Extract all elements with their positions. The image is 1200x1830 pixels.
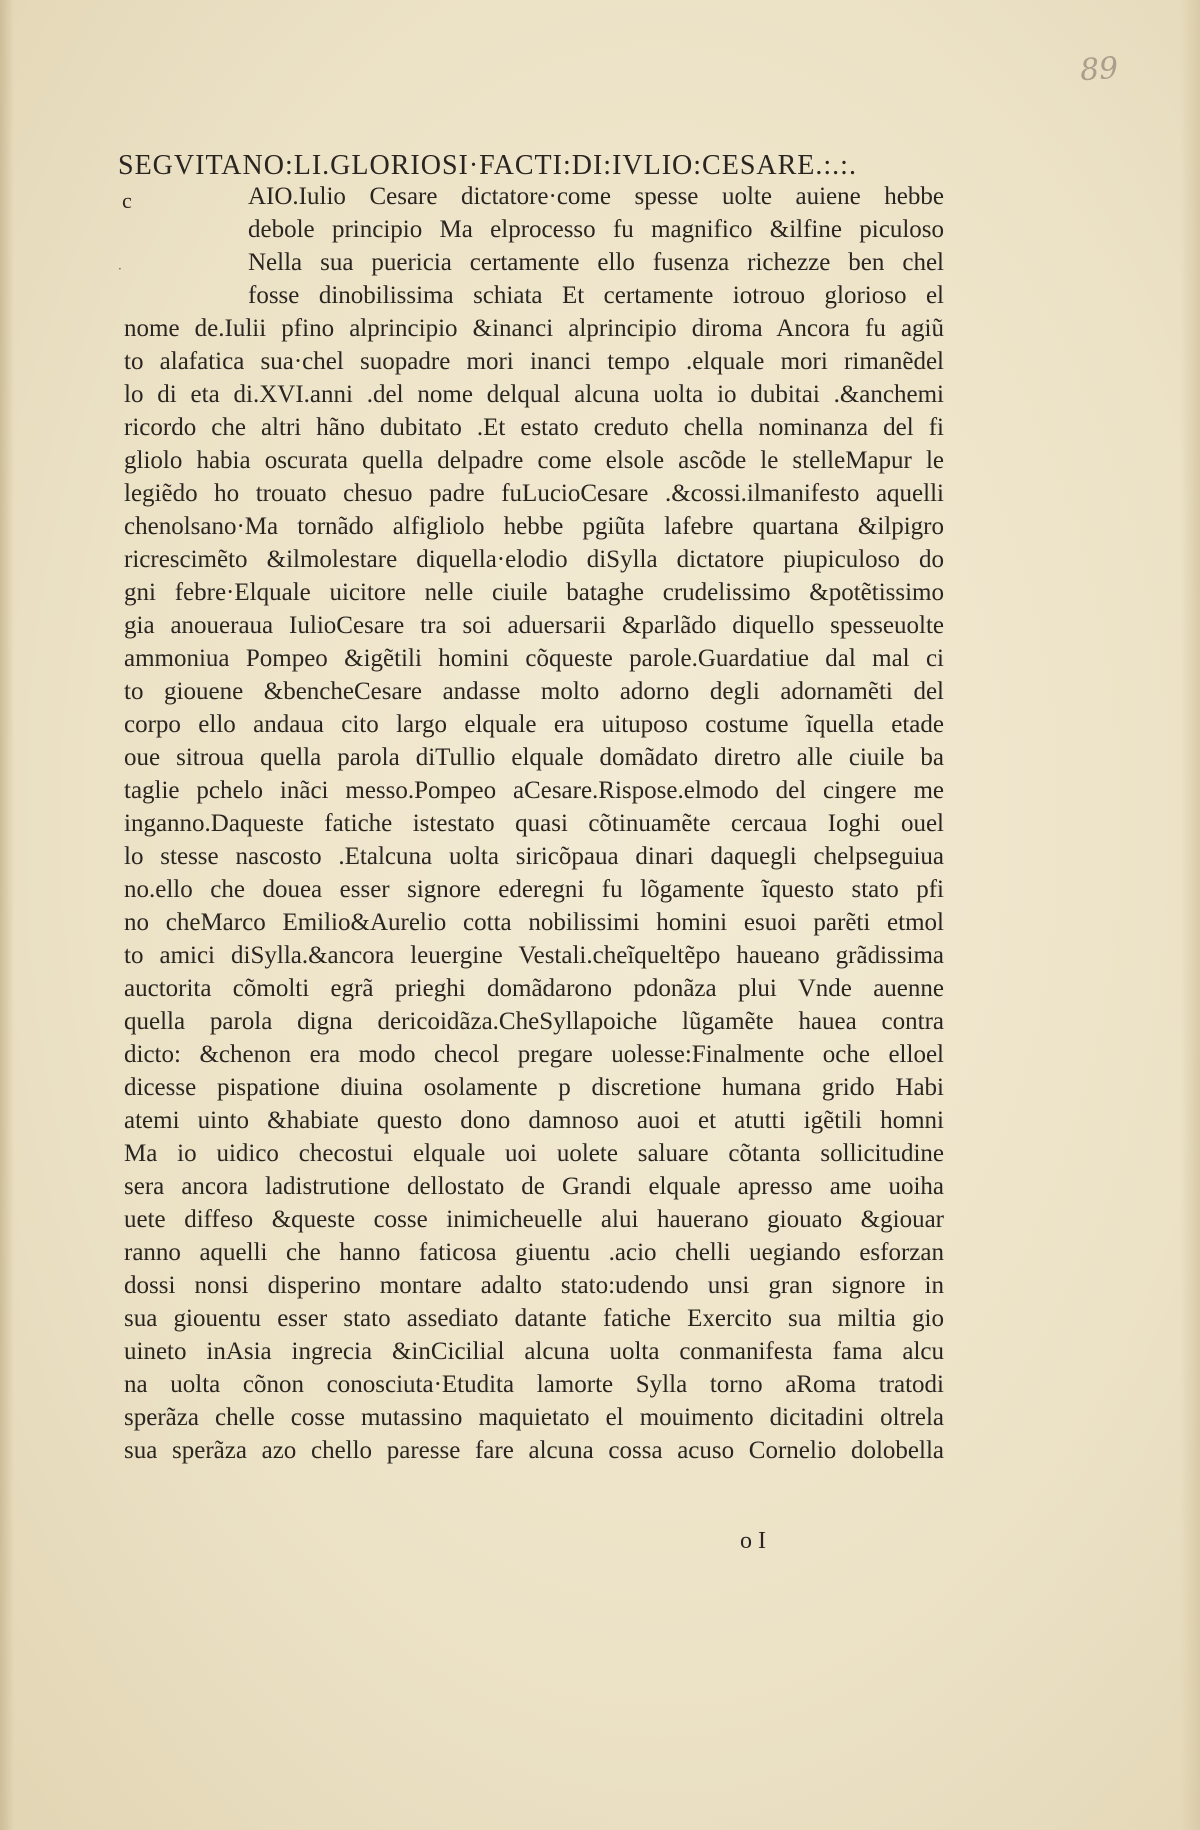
text-line: oue sitroua quella parola diTullio elquale domãdato diretro alle ciuile ba xyxy=(124,744,944,771)
text-line: na uolta cõnon conosciuta·Etudita lamorte Sylla torno aRoma tratodi xyxy=(124,1371,944,1398)
text-line: Nella sua puericia certamente ello fusenza richezze ben chel xyxy=(248,249,944,276)
text-line: gliolo habia oscurata quella delpadre come elsole ascõde le stelleMapur le xyxy=(124,447,944,474)
text-line: sua giouentu esser stato assediato datante fatiche Exercito sua miltia gio xyxy=(124,1305,944,1332)
text-line: quella parola digna dericoidãza.CheSyllapoiche lũgamẽte hauea contra xyxy=(124,1008,944,1035)
text-line: dossi nonsi disperino montare adalto stato:udendo unsi gran signore in xyxy=(124,1272,944,1299)
text-line: legiẽdo ho trouato chesuo padre fuLucioCesare .&cossi.ilmanifesto aquelli xyxy=(124,480,944,507)
text-line: ricordo che altri hãno dubitato .Et estato creduto chella nominanza del fi xyxy=(124,414,944,441)
text-line: debole principio Ma elprocesso fu magnifico &ilfine piculoso xyxy=(248,216,944,243)
text-line: ammoniua Pompeo &igẽtili homini cõqueste parole.Guardatiue dal mal ci xyxy=(124,645,944,672)
text-line: lo stesse nascosto .Etalcuna uolta siricõpaua dinari daquegli chelpseguiua xyxy=(124,843,944,870)
text-line: to giouene &bencheCesare andasse molto adorno degli adornamẽti del xyxy=(124,678,944,705)
text-line: uineto inAsia ingrecia &inCicilial alcuna uolta conmanifesta fama alcu xyxy=(124,1338,944,1365)
text-line: gni febre·Elquale uicitore nelle ciuile bataghe crudelissimo &potẽtissimo xyxy=(124,579,944,606)
text-line: chenolsano·Ma tornãdo alfigliolo hebbe pgiũta lafebre quartana &ilpigro xyxy=(124,513,944,540)
text-line: to alafatica sua·chel suopadre mori inanci tempo .elquale mori rimanẽdel xyxy=(124,348,944,375)
text-line: AIO.Iulio Cesare dictatore·come spesse uolte auiene hebbe xyxy=(248,183,944,210)
text-line: gia anoueraua IulioCesare tra soi aduersarii &parlãdo diquello spesseuolte xyxy=(124,612,944,639)
text-line: uete diffeso &queste cosse inimicheuelle alui hauerano giouato &giouar xyxy=(124,1206,944,1233)
text-line: dicto: &chenon era modo checol pregare uolesse:Finalmente oche elloel xyxy=(124,1041,944,1068)
chapter-heading: SEGVITANO:LI.GLORIOSI·FACTI:DI:IVLIO:CESARE.:.:. xyxy=(118,150,857,181)
text-line: to amici diSylla.&ancora leuergine Vestali.cheĩqueltẽpo haueano grãdissima xyxy=(124,942,944,969)
signature-mark: o I xyxy=(740,1528,766,1554)
folio-number: 89 xyxy=(1078,50,1120,89)
text-line: ricrescimẽto &ilmolestare diquella·elodio diSylla dictatore piupiculoso do xyxy=(124,546,944,573)
text-line: auctorita cõmolti egrã prieghi domãdarono pdonãza plui Vnde auenne xyxy=(124,975,944,1002)
initial-guide-letter: c xyxy=(122,188,132,213)
text-line: lo di eta di.XVI.anni .del nome delqual alcuna uolta io dubitai .&anchemi xyxy=(124,381,944,408)
text-line: sua sperãza azo chello paresse fare alcuna cossa acuso Cornelio dolobella xyxy=(124,1437,944,1464)
text-line: no cheMarco Emilio&Aurelio cotta nobilissimi homini esuoi parẽti etmol xyxy=(124,909,944,936)
text-line: nome de.Iulii pfino alprincipio &inanci alprincipio diroma Ancora fu agiũ xyxy=(124,315,944,342)
text-line: no.ello che douea esser signore ederegni fu lõgamente ĩquesto stato pfi xyxy=(124,876,944,903)
text-line: dicesse pispatione diuina osolamente p discretione humana grido Habi xyxy=(124,1074,944,1101)
text-line: sperãza chelle cosse mutassino maquietato el mouimento dicitadini oltrela xyxy=(124,1404,944,1431)
text-line: atemi uinto &habiate questo dono damnoso auoi et atutti igẽtili homni xyxy=(124,1107,944,1134)
text-line: corpo ello andaua cito largo elquale era uituposo costume ĩquella etade xyxy=(124,711,944,738)
text-line: ranno aquelli che hanno faticosa giuentu .acio chelli uegiando esforzan xyxy=(124,1239,944,1266)
text-line: sera ancora ladistrutione dellostato de Grandi elquale apresso ame uoiha xyxy=(124,1173,944,1200)
text-line: taglie pchelo inãci messo.Pompeo aCesare.Rispose.elmodo del cingere me xyxy=(124,777,944,804)
margin-mark: · xyxy=(118,262,122,276)
page-edge-shadow xyxy=(0,0,14,1830)
text-line: inganno.Daqueste fatiche istestato quasi cõtinuamẽte cercaua Ioghi ouel xyxy=(124,810,944,837)
text-line: Ma io uidico checostui elquale uoi uolete saluare cõtanta sollicitudine xyxy=(124,1140,944,1167)
page-spine-shadow xyxy=(1180,0,1200,1830)
text-line: fosse dinobilissima schiata Et certamente iotrouo glorioso el xyxy=(248,282,944,309)
body-text xyxy=(124,180,944,1467)
